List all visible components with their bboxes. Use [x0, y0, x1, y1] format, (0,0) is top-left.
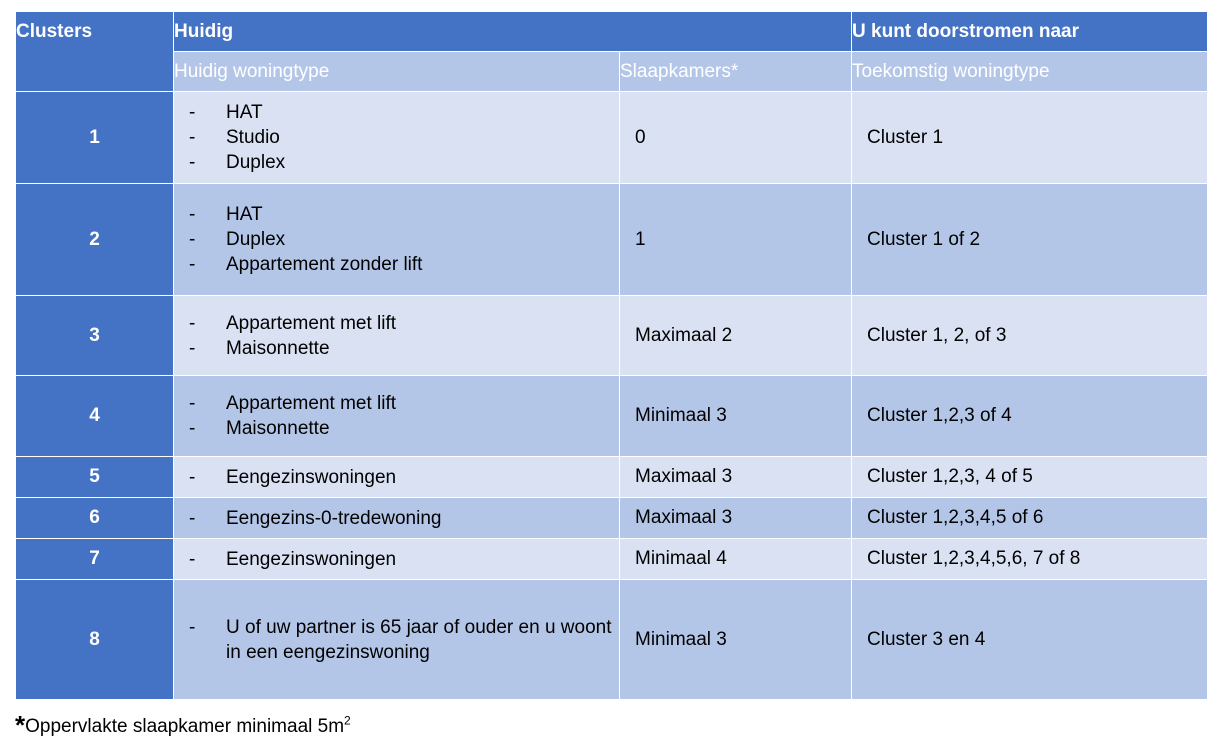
cluster-number: 5	[16, 457, 174, 498]
woningtype-item: - HAT	[188, 202, 619, 227]
woningtype-cell	[174, 539, 620, 580]
woningtype-list	[188, 465, 619, 490]
slaapkamers-cell: 1	[620, 184, 852, 296]
woningtype-item: - Eengezinswoningen	[188, 547, 619, 572]
woningtype-item: - Studio	[188, 125, 619, 150]
woningtype-list	[188, 615, 619, 665]
woningtype-item: - Appartement met lift	[188, 311, 619, 336]
toekomstig-cell: Cluster 1 of 2	[852, 184, 1208, 296]
woningtype-cell	[174, 296, 620, 376]
woningtype-item: - Duplex	[188, 150, 619, 175]
footnote-superscript: 2	[344, 713, 351, 728]
cluster-number: 3	[16, 296, 174, 376]
woningtype-item: - Duplex	[188, 227, 619, 252]
table-row	[16, 539, 1208, 580]
woningtype-cell	[174, 92, 620, 184]
slaapkamers-cell: Minimaal 4	[620, 539, 852, 580]
header-row	[16, 12, 1208, 52]
cluster-number: 2	[16, 184, 174, 296]
table-row	[16, 92, 1208, 184]
table-body	[16, 92, 1208, 700]
header-toekomstig: Toekomstig woningtype	[852, 52, 1208, 92]
woningtype-list	[188, 311, 619, 361]
toekomstig-cell: Cluster 1,2,3,4,5,6, 7 of 8	[852, 539, 1208, 580]
toekomstig-cell: Cluster 3 en 4	[852, 580, 1208, 700]
woningtype-item: - Appartement met lift	[188, 391, 619, 416]
footnote-star: *	[15, 710, 26, 740]
slaapkamers-cell: Maximaal 2	[620, 296, 852, 376]
woningtype-cell	[174, 457, 620, 498]
header-woningtype: Huidig woningtype	[174, 52, 620, 92]
woningtype-item: - HAT	[188, 100, 619, 125]
header-doorstromen: U kunt doorstromen naar	[852, 12, 1208, 52]
footnote	[15, 710, 351, 741]
woningtype-item: - Appartement zonder lift	[188, 252, 619, 277]
woningtype-cell	[174, 498, 620, 539]
header-huidig: Huidig	[174, 12, 852, 52]
slaapkamers-cell: Minimaal 3	[620, 376, 852, 457]
cluster-number: 7	[16, 539, 174, 580]
woningtype-item: - Eengezinswoningen	[188, 465, 619, 490]
woningtype-item: - U of uw partner is 65 jaar of ouder en u woont in een eengezinswoning	[188, 615, 619, 665]
woningtype-item: - Eengezins-0-tredewoning	[188, 506, 619, 531]
woningtype-list	[188, 391, 619, 441]
header-slaapkamers: Slaapkamers*	[620, 52, 852, 92]
toekomstig-cell: Cluster 1,2,3,4,5 of 6	[852, 498, 1208, 539]
footnote-text: Oppervlakte slaapkamer minimaal 5m	[25, 716, 345, 737]
toekomstig-cell: Cluster 1,2,3 of 4	[852, 376, 1208, 457]
woningtype-list	[188, 100, 619, 175]
woningtype-cell	[174, 580, 620, 700]
woningtype-cell	[174, 376, 620, 457]
cluster-number: 4	[16, 376, 174, 457]
table-row	[16, 184, 1208, 296]
table-row	[16, 296, 1208, 376]
header-clusters: Clusters	[16, 12, 174, 92]
woningtype-item: - Maisonnette	[188, 336, 619, 361]
cluster-number: 8	[16, 580, 174, 700]
slaapkamers-cell: Maximaal 3	[620, 457, 852, 498]
toekomstig-cell: Cluster 1,2,3, 4 of 5	[852, 457, 1208, 498]
woningtype-cell	[174, 184, 620, 296]
woningtype-list	[188, 547, 619, 572]
cluster-number: 1	[16, 92, 174, 184]
subheader-row	[16, 52, 1208, 92]
table-row	[16, 580, 1208, 700]
slaapkamers-cell: 0	[620, 92, 852, 184]
woningtype-list	[188, 506, 619, 531]
slaapkamers-cell: Maximaal 3	[620, 498, 852, 539]
cluster-number: 6	[16, 498, 174, 539]
toekomstig-cell: Cluster 1, 2, of 3	[852, 296, 1208, 376]
table-row	[16, 498, 1208, 539]
toekomstig-cell: Cluster 1	[852, 92, 1208, 184]
table-row	[16, 457, 1208, 498]
woningtype-list	[188, 202, 619, 277]
table-row	[16, 376, 1208, 457]
clusters-table	[15, 11, 1208, 700]
woningtype-item: - Maisonnette	[188, 416, 619, 441]
slaapkamers-cell: Minimaal 3	[620, 580, 852, 700]
